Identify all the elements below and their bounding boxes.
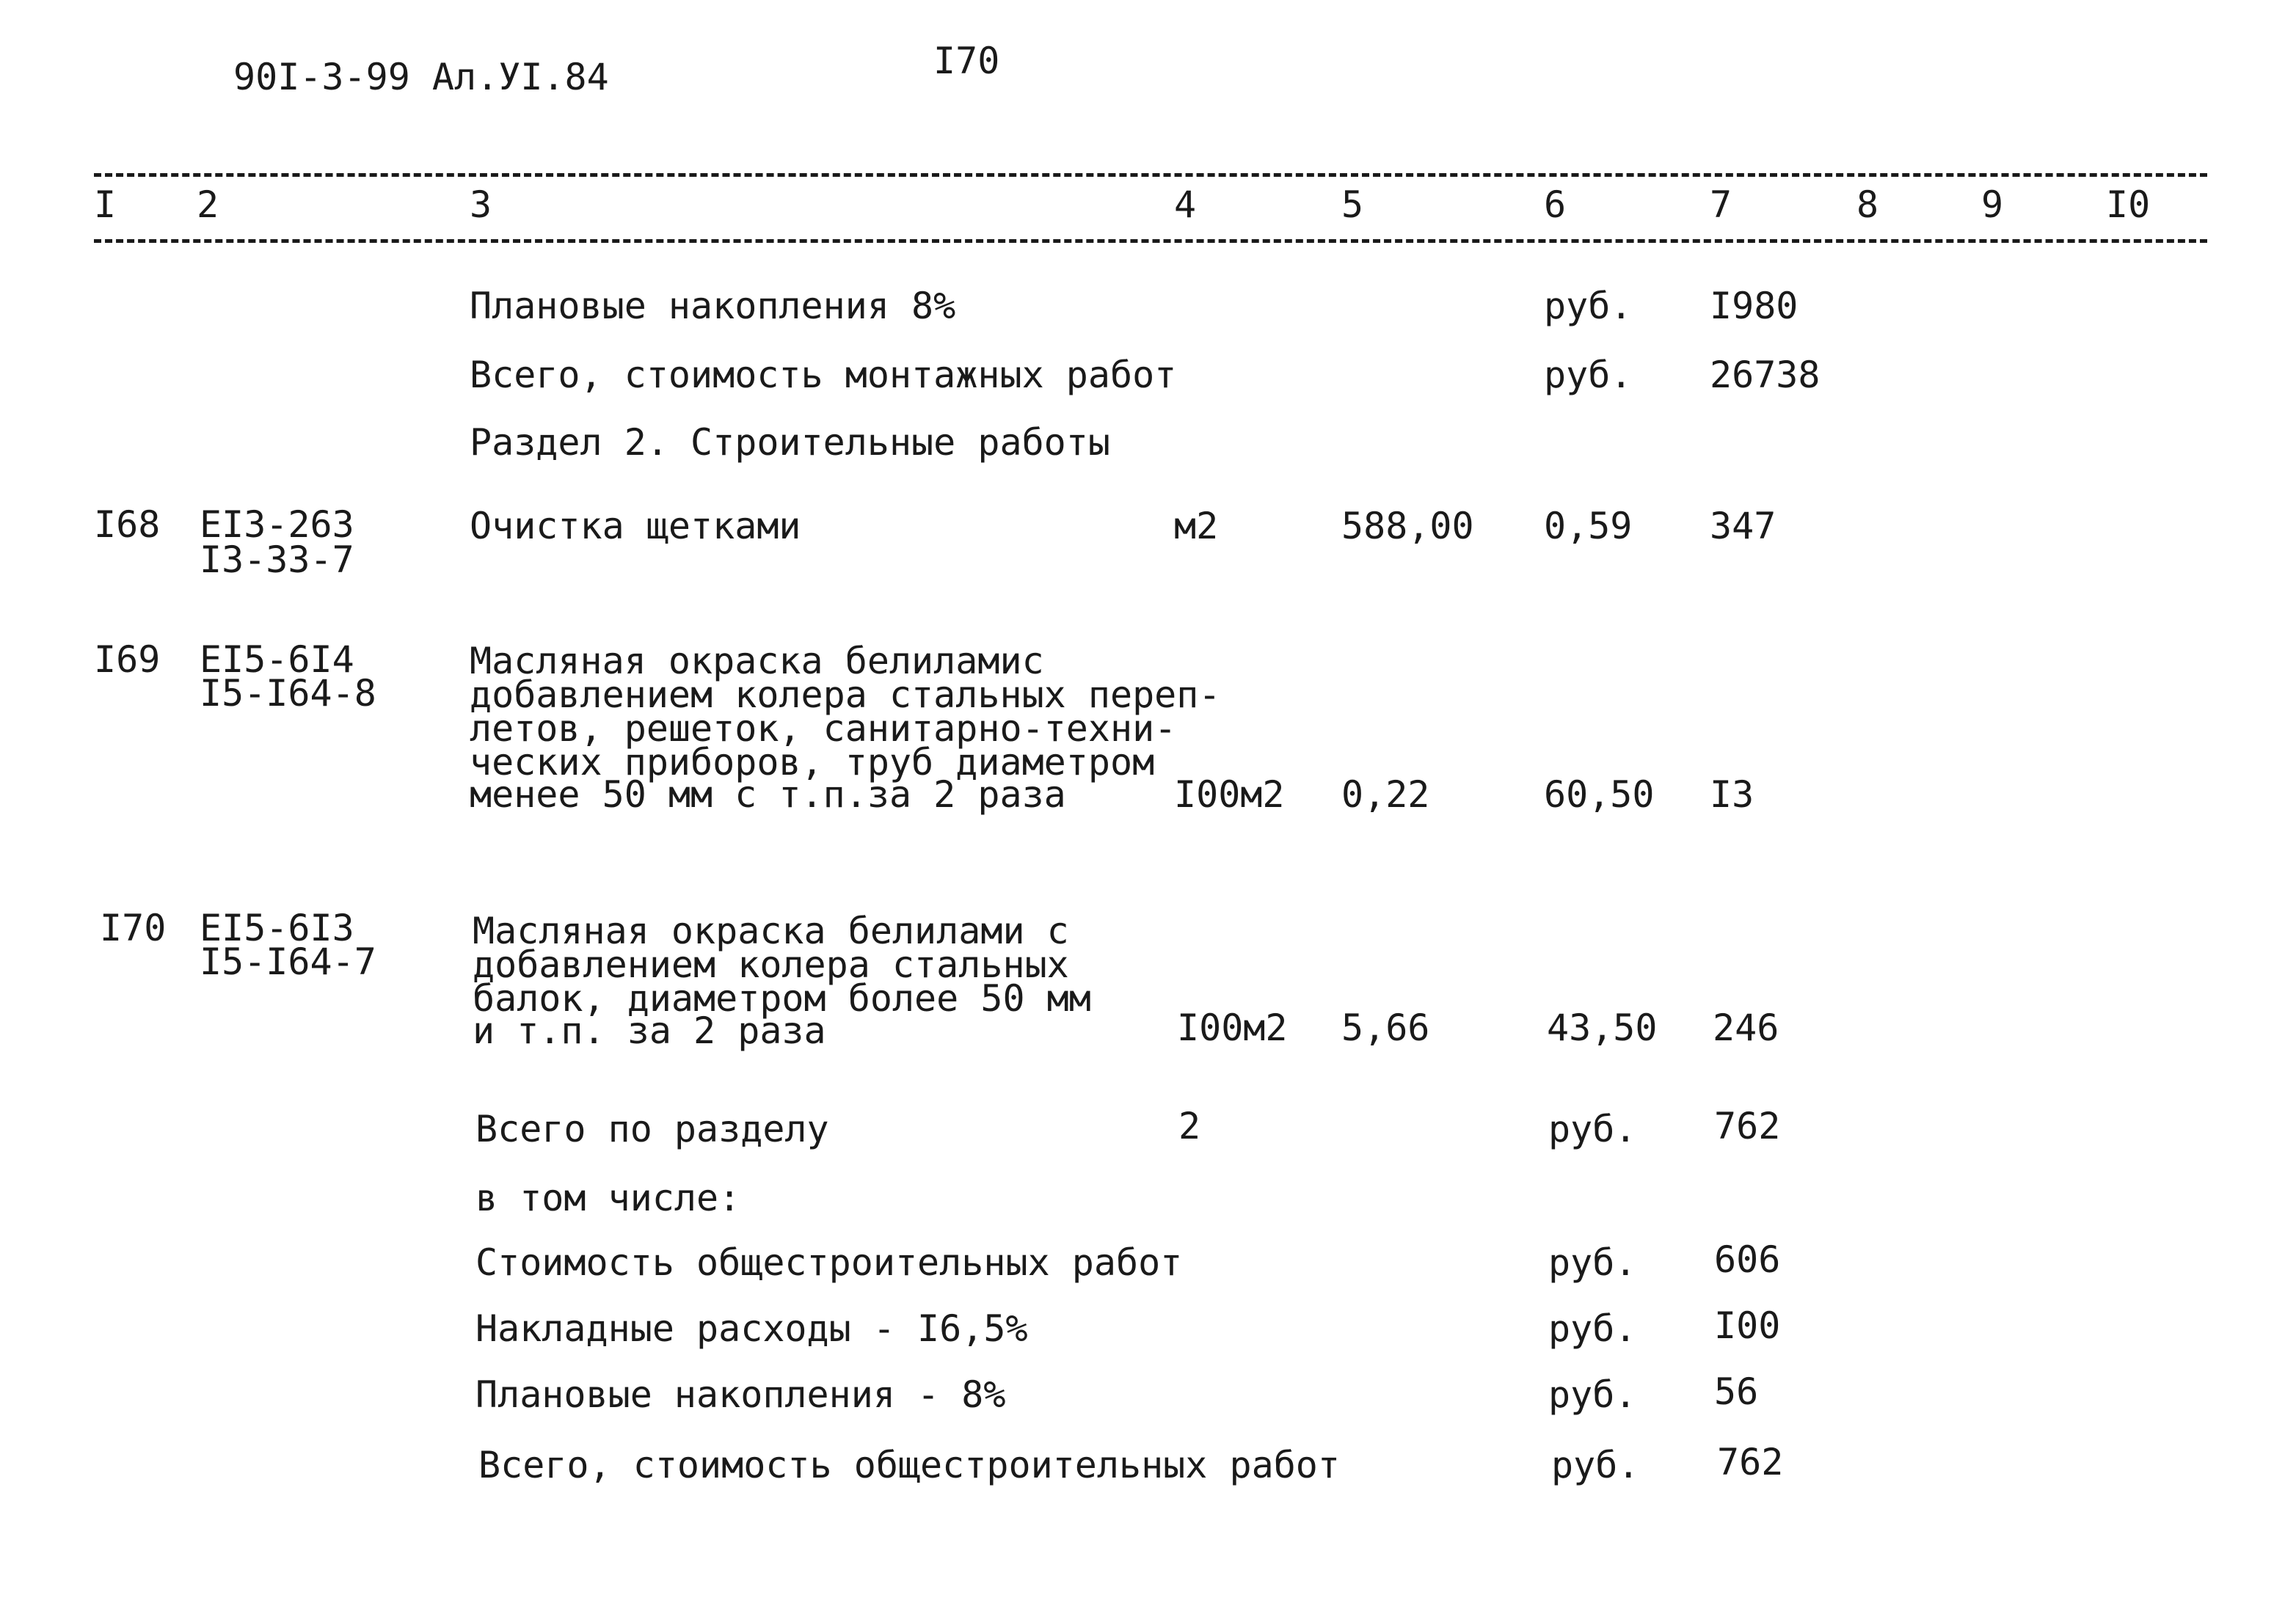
item-desc-line-4: ческих приборов, труб диаметром <box>470 741 1155 784</box>
item-price: 60,50 <box>1544 773 1655 816</box>
document-code: 90I-3-99 Ал.УI.84 <box>233 56 609 98</box>
item-code-secondary: I5-I64-7 <box>200 941 376 983</box>
row-total: 762 <box>1717 1441 1784 1483</box>
row-unit: руб. <box>1548 1241 1637 1284</box>
row-unit: руб. <box>1548 1373 1637 1416</box>
item-desc-line-3: балок, диаметром более 50 мм <box>473 977 1091 1020</box>
column-header-7: 7 <box>1710 183 1732 226</box>
item-quantity: 0,22 <box>1341 773 1430 816</box>
column-header-4: 4 <box>1174 183 1197 226</box>
item-code-secondary: I5-I64-8 <box>200 672 376 715</box>
row-desc: Стоимость общестроительных работ <box>475 1241 1183 1284</box>
item-number: I69 <box>94 638 161 681</box>
including-label: в том числе: <box>475 1177 741 1219</box>
item-price: 0,59 <box>1544 505 1633 547</box>
section-total-value: 762 <box>1714 1105 1781 1147</box>
section-total-unit: руб. <box>1548 1108 1637 1150</box>
row-unit: руб. <box>1544 354 1633 396</box>
item-total: 347 <box>1710 505 1776 547</box>
row-total: 56 <box>1714 1370 1759 1413</box>
section-total-label: Всего по разделу <box>475 1108 829 1150</box>
item-desc-line-1: Масляная окраска белиламис <box>470 640 1044 682</box>
item-code-primary: EI5-6I4 <box>200 638 354 681</box>
item-unit: I00м2 <box>1174 773 1285 816</box>
item-number: I70 <box>100 907 167 949</box>
row-total: 606 <box>1714 1238 1781 1281</box>
row-total: I00 <box>1714 1304 1781 1347</box>
column-header-6: 6 <box>1544 183 1567 226</box>
row-total: 26738 <box>1710 354 1821 396</box>
column-header-1: I <box>94 183 117 226</box>
item-desc-line-2: добавлением колера стальных переп- <box>470 673 1221 716</box>
header-bottom-rule <box>94 239 2207 243</box>
row-desc: Всего, стоимость монтажных работ <box>470 354 1177 396</box>
page-number: I70 <box>933 40 1000 82</box>
item-desc-line-5: менее 50 мм с т.п.за 2 раза <box>470 773 1066 816</box>
row-unit: руб. <box>1544 285 1633 327</box>
item-unit: I00м2 <box>1177 1007 1288 1049</box>
item-code-secondary: I3-33-7 <box>200 538 354 581</box>
column-header-9: 9 <box>1981 183 2004 226</box>
row-unit: руб. <box>1551 1444 1640 1486</box>
item-desc-line-2: добавлением колера стальных <box>473 943 1069 986</box>
row-desc: Плановые накопления 8% <box>470 285 956 327</box>
row-unit: руб. <box>1548 1307 1637 1350</box>
item-total: I3 <box>1710 773 1754 816</box>
item-unit: м2 <box>1174 505 1219 547</box>
section-title: Раздел 2. Строительные работы <box>470 421 1110 464</box>
column-header-2: 2 <box>197 183 219 226</box>
row-desc: Плановые накопления - 8% <box>475 1373 1006 1416</box>
section-number: 2 <box>1178 1105 1201 1147</box>
row-total: I980 <box>1710 285 1798 327</box>
column-header-5: 5 <box>1341 183 1364 226</box>
column-header-10: I0 <box>2106 183 2151 226</box>
item-code-primary: EI3-263 <box>200 503 354 546</box>
item-desc-line-1: Масляная окраска белилами с <box>473 910 1069 952</box>
row-desc: Всего, стоимость общестроительных работ <box>478 1444 1340 1486</box>
column-header-8: 8 <box>1856 183 1879 226</box>
item-number: I68 <box>94 503 161 546</box>
item-code-primary: EI5-6I3 <box>200 907 354 949</box>
item-desc-line-3: летов, решеток, санитарно-техни- <box>470 707 1177 750</box>
item-quantity: 5,66 <box>1341 1007 1430 1049</box>
item-quantity: 588,00 <box>1341 505 1474 547</box>
item-total: 246 <box>1713 1007 1779 1049</box>
item-desc: Очистка щетками <box>470 505 801 547</box>
header-top-rule <box>94 173 2207 177</box>
column-header-3: 3 <box>470 183 492 226</box>
item-price: 43,50 <box>1547 1007 1658 1049</box>
item-desc-line-4: и т.п. за 2 раза <box>473 1009 826 1052</box>
row-desc: Накладные расходы - I6,5% <box>475 1307 1028 1350</box>
